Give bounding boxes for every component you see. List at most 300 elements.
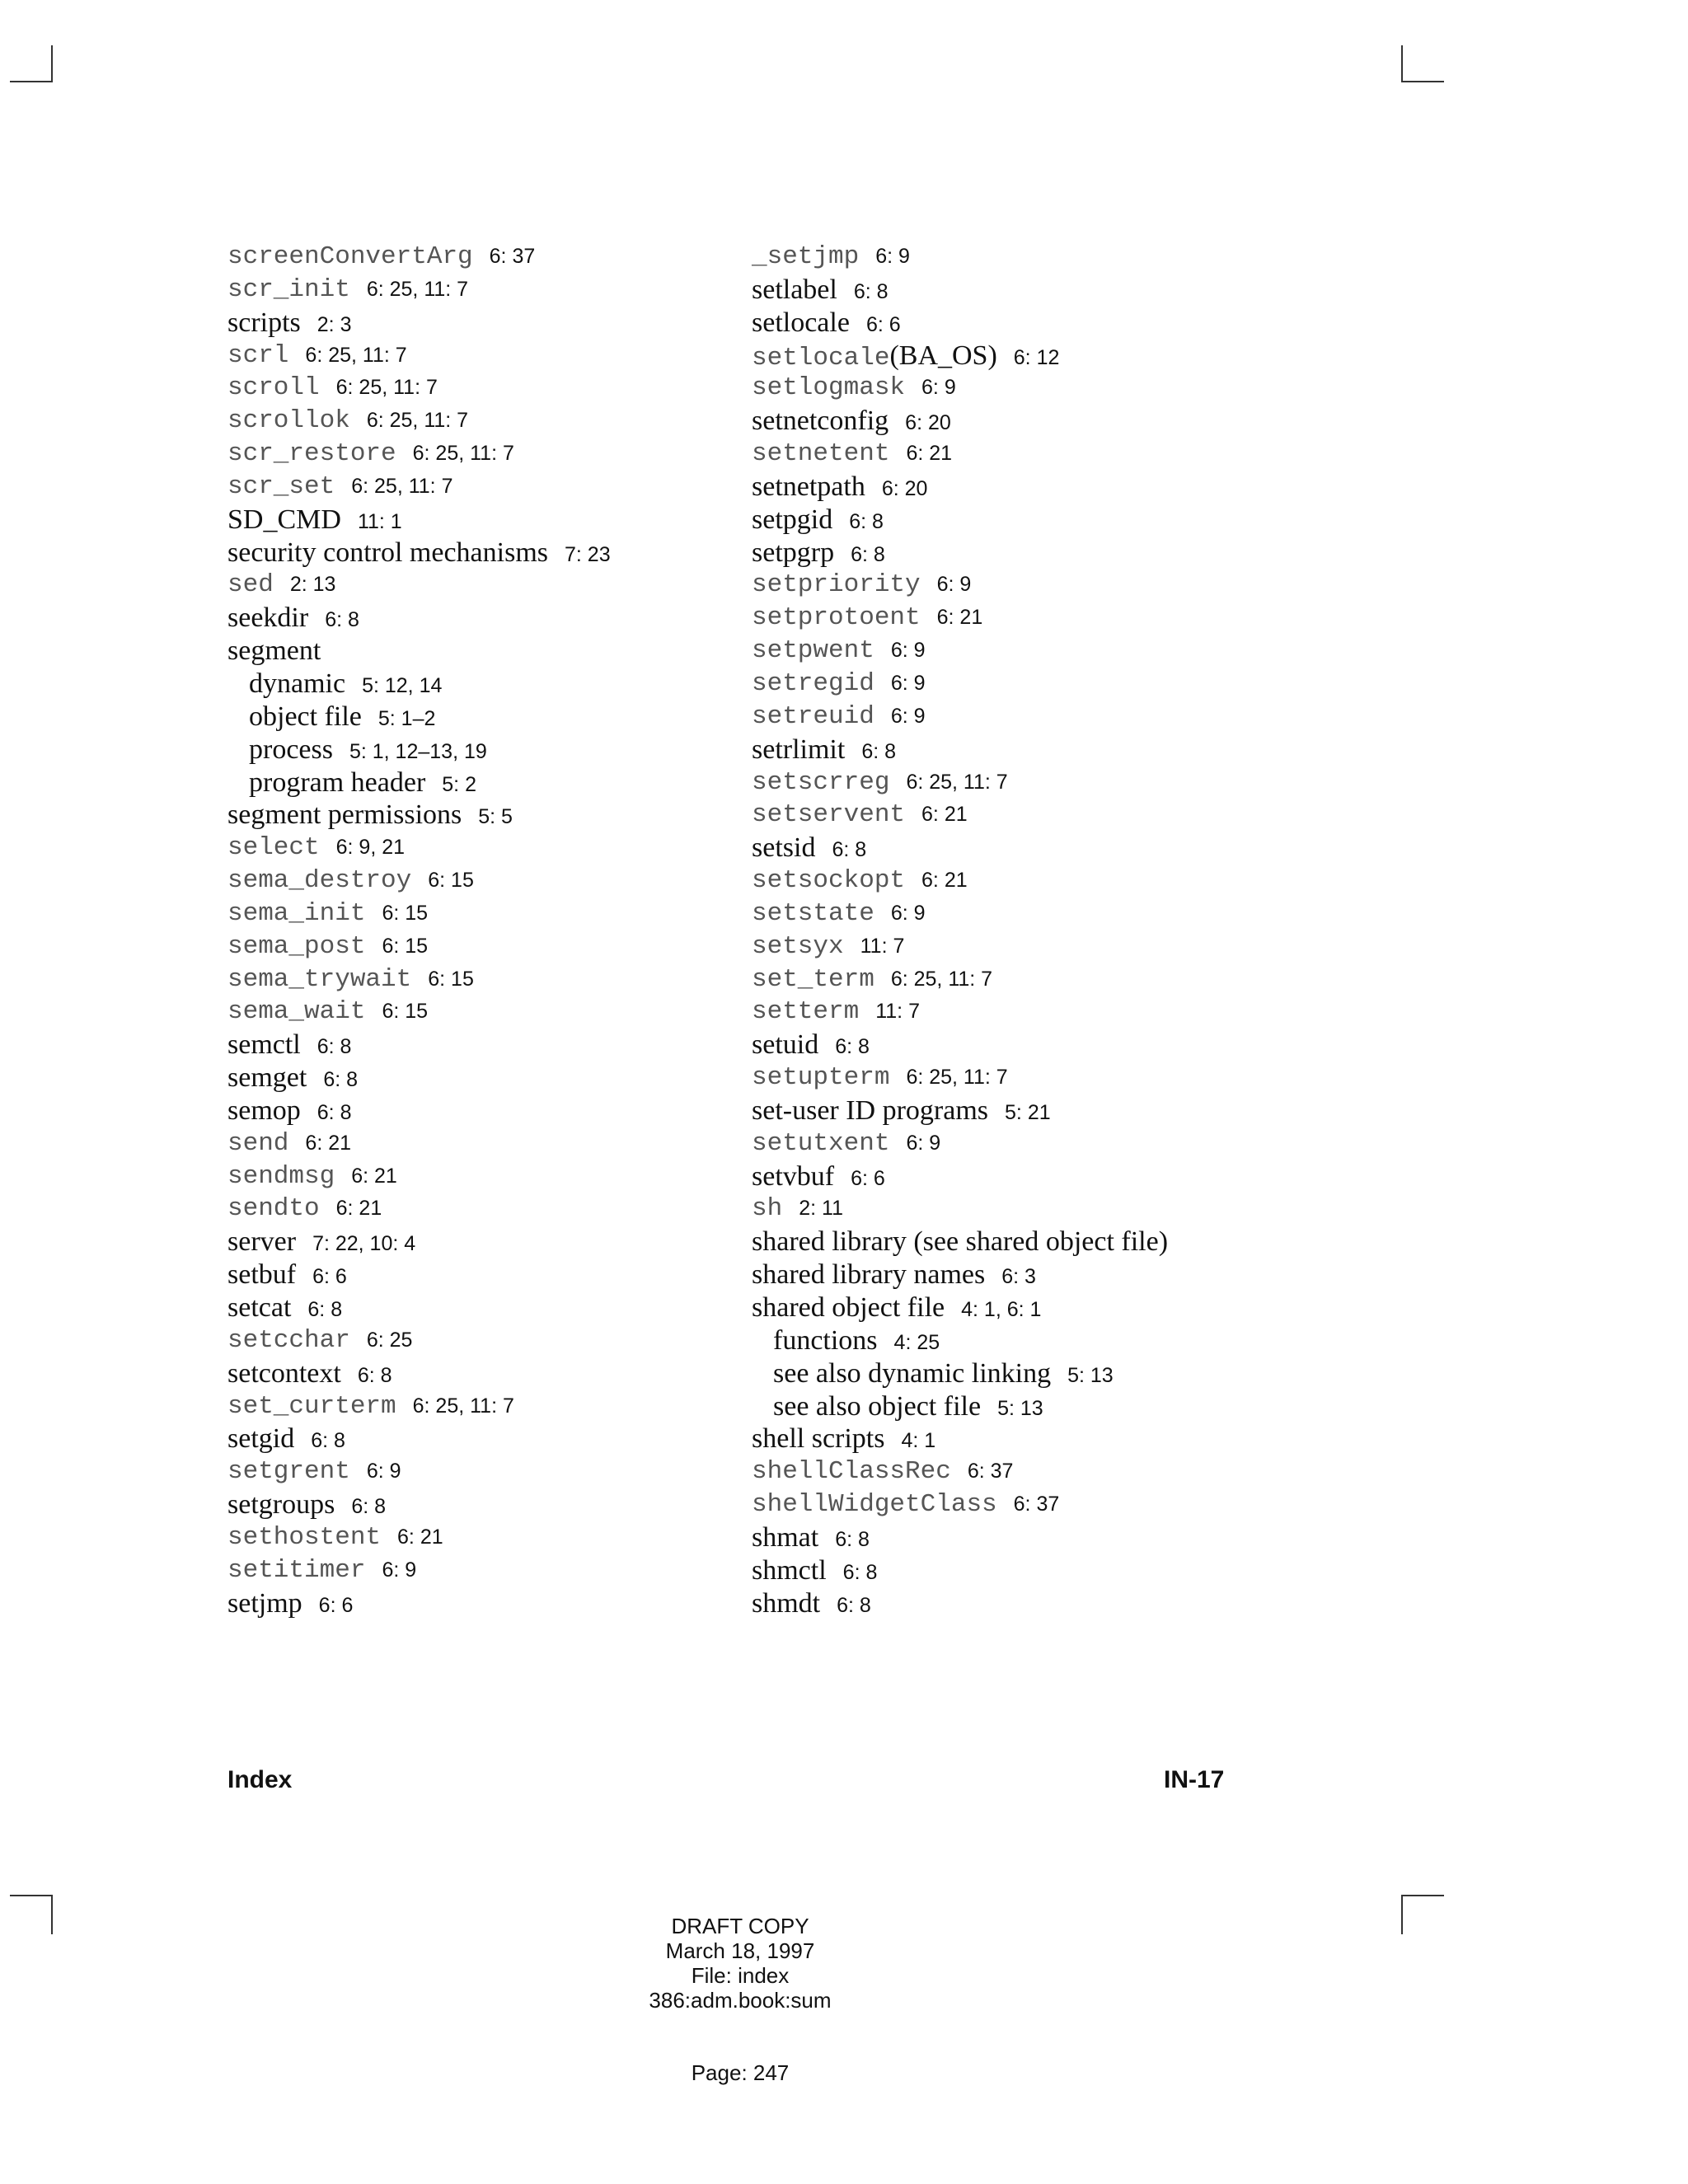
index-entry [227,1291,611,1324]
index-term [227,1358,341,1389]
index-term [227,504,341,535]
index-page-refs: 5: 1, 12–13, 19 [349,739,487,763]
index-term [227,472,335,501]
index-page-refs: 6: 8 [835,1527,870,1551]
index-page-refs: 6: 21 [351,1164,397,1188]
index-page-refs: 6: 8 [316,1035,352,1059]
index-term [752,1522,818,1553]
index-term [752,1029,818,1060]
index-term-text: shellClassRec [752,1457,951,1487]
index-page-refs: 6: 9 [875,245,910,268]
index-page-refs: 6: 9 [890,901,926,925]
index-term [752,702,874,731]
index-term-text: setsid [752,832,816,864]
index-term [227,570,274,599]
crop-mark-top-right-h [1401,81,1444,82]
index-page-refs: 2: 11 [799,1197,843,1221]
index-entry [227,963,611,996]
index-page-refs: 6: 9 [921,376,956,400]
index-entry [752,241,1168,274]
index-term [227,1259,296,1290]
index-page-refs: 6: 8 [316,1100,352,1124]
index-term [752,1555,827,1586]
index-page-refs: 6: 15 [382,934,429,958]
index-term [752,899,874,928]
index-page-refs: 6: 8 [861,739,897,763]
index-term-text: security control mechanisms [227,537,549,568]
crop-mark-bottom-right-h [1401,1895,1444,1896]
index-entry [227,274,611,307]
index-term-text: sh [752,1194,783,1224]
footer-page-label: IN-17 [1164,1766,1225,1793]
index-page-refs: 6: 9 [936,573,972,597]
index-entry [752,766,1168,799]
index-page-refs: 2: 3 [316,312,352,336]
index-entry [227,241,611,274]
index-term-text: setnetconfig [752,405,889,437]
index-page-refs: 6: 8 [837,1593,871,1617]
index-term [752,1095,988,1126]
index-term-text: shellWidgetClass [752,1490,997,1520]
index-term [752,274,837,305]
index-entry [752,733,1168,766]
index-term [227,932,365,961]
index-term [752,636,874,665]
draft-page-number: Page: 247 [691,2060,790,2085]
index-entry [227,569,611,602]
index-term [227,406,350,435]
index-entry [227,733,611,766]
index-page-refs: 6: 21 [921,869,968,893]
index-term [752,373,905,402]
index-page-refs: 6: 25, 11: 7 [906,770,1008,794]
index-page-refs: 6: 21 [335,1197,382,1221]
index-term-text: shell scripts [752,1423,885,1455]
index-entry [227,1226,611,1258]
index-page-refs: 6: 8 [307,1298,343,1321]
index-page-refs: 6: 12 [1013,345,1060,369]
index-entry [752,372,1168,405]
index-term [752,800,905,829]
index-entry [227,1488,611,1521]
index-entry [227,1357,611,1390]
index-term-text: sema_destroy [227,866,412,896]
index-term-text: _setjmp [752,242,860,271]
index-entry [752,537,1168,569]
index-term-text: setprotoent [752,603,921,633]
index-page-refs: 4: 25 [893,1330,940,1354]
index-entry [752,1488,1168,1521]
index-term [752,1423,884,1454]
index-term [752,603,921,632]
index-page-refs: 6: 15 [428,967,474,991]
index-entry [752,1455,1168,1488]
index-term [227,899,365,928]
index-term [227,275,350,304]
index-page-refs: 6: 8 [851,542,885,566]
index-term-text: sendto [227,1194,320,1224]
index-term-text: setgrent [227,1457,350,1487]
index-term-text: sema_post [227,931,366,961]
index-term-text: setitimer [227,1555,366,1585]
index-entry [752,1357,1168,1390]
index-page-refs: 5: 2 [442,772,476,796]
draft-line-4: 386:adm.book:sum [649,1988,832,2013]
index-page-refs: 5: 13 [1067,1363,1114,1387]
index-term-text: segment permissions [227,799,462,831]
index-entry [752,307,1168,340]
index-entry [227,832,611,865]
index-entry [227,1554,611,1587]
index-term [227,1423,294,1454]
index-entry [752,1160,1168,1193]
index-page-refs: 6: 25, 11: 7 [412,1394,514,1418]
index-term [227,439,396,468]
index-term-text: setnetent [752,439,890,469]
index-page-refs: 11: 7 [875,1000,920,1024]
index-term [752,405,889,436]
index-term [227,1556,365,1585]
index-term-text: segment [227,635,321,667]
index-term-text: object file [249,701,362,732]
index-entry [752,930,1168,963]
index-term-text: scr_set [227,471,335,501]
index-term [752,866,905,895]
index-entry [227,1422,611,1455]
index-term-text: setlabel [752,274,837,305]
draft-line-2: March 18, 1997 [665,1938,815,1963]
index-entry [752,569,1168,602]
index-term-text: scrl [227,340,289,370]
index-page-refs: 6: 21 [936,606,983,630]
index-entry [752,438,1168,471]
index-term-text: semget [227,1062,307,1094]
index-term [227,1062,307,1093]
index-entry [752,1554,1168,1587]
index-page-refs: 6: 9, 21 [335,836,406,860]
index-page-refs: 6: 9 [890,639,926,663]
index-entry [227,799,611,832]
index-entry [227,766,611,799]
index-entry [752,799,1168,832]
index-term-text: sendmsg [227,1161,335,1191]
index-entry [227,372,611,405]
index-term [227,1194,320,1223]
draft-stamp [0,1914,1480,2013]
index-term [773,1358,1051,1389]
index-entry [227,405,611,438]
index-entry [752,405,1168,438]
index-term [227,635,321,666]
index-term [752,1490,997,1519]
index-term-text: scr_restore [227,439,396,469]
index-term [227,1095,301,1126]
index-entry [227,471,611,504]
index-term [227,537,548,568]
index-page-refs: 5: 13 [997,1396,1043,1420]
index-entry [752,635,1168,668]
index-term [227,1162,335,1191]
index-term-text: scr_init [227,274,350,304]
crop-mark-top-left-h [10,81,53,82]
index-term-text: send [227,1128,289,1158]
index-term-text: set_curterm [227,1391,396,1421]
index-page-refs: 6: 8 [351,1495,387,1519]
index-page-refs: 6: 8 [835,1035,870,1059]
index-entry [752,701,1168,733]
index-term [752,832,815,863]
index-term-text: setupterm [752,1063,890,1093]
index-term [227,1226,296,1257]
index-term-text: shmctl [752,1554,827,1586]
index-term-text: setpgid [752,504,833,535]
index-term [752,734,845,765]
index-entry [752,1587,1168,1620]
index-entry [227,1455,611,1488]
index-entry [752,1390,1168,1423]
index-page-refs: 6: 8 [842,1560,878,1584]
index-term [752,1226,1168,1257]
index-term [752,932,844,961]
index-term-text: semctl [227,1029,301,1061]
index-entry [752,1521,1168,1554]
index-entry [227,307,611,340]
index-entry [227,1094,611,1127]
index-term-text: setpriority [752,570,921,600]
index-entry [752,1193,1168,1226]
index-term [227,1292,291,1323]
index-term [752,965,874,994]
index-page-refs: 6: 37 [489,245,536,268]
draft-line-3: File: index [691,1963,790,1988]
index-term-text: scrollok [227,406,350,436]
index-term-text: setcchar [227,1325,350,1355]
index-term-text: shmat [752,1521,819,1553]
index-term-text: setsyx [752,931,844,961]
index-term-text: shared library names [752,1259,986,1291]
index-page-refs: 6: 20 [905,411,951,435]
index-entry [227,1160,611,1193]
draft-line-1: DRAFT COPY [671,1914,809,1938]
index-page-refs: 6: 6 [851,1166,885,1190]
index-entry [752,1029,1168,1062]
index-term-text: dynamic [249,668,346,699]
index-entry [752,602,1168,635]
index-term [752,1129,889,1158]
index-page-refs: 6: 3 [1001,1265,1036,1289]
index-page-refs: 6: 8 [849,509,884,533]
index-term-text: sema_init [227,898,366,928]
index-entry [227,635,611,668]
index-page-refs: 6: 25, 11: 7 [906,1066,1008,1090]
index-page-refs: 6: 25 [366,1328,413,1352]
index-term-text: server [227,1226,297,1258]
index-term-text: setcat [227,1292,292,1323]
index-entry [227,996,611,1029]
index-term [249,701,362,732]
index-term-text: setlocale [752,343,890,373]
index-term [227,1523,381,1552]
index-term [249,668,345,699]
index-entry [227,1062,611,1094]
index-term-text: setservent [752,800,906,830]
index-page-refs: 6: 9 [366,1460,401,1483]
index-page-refs: 6: 6 [312,1265,347,1289]
index-page-refs: 11: 7 [860,934,905,958]
index-term [227,602,308,633]
index-term-text: select [227,833,320,863]
index-entry [752,1324,1168,1357]
index-term-text: shmdt [752,1587,821,1619]
index-term [227,1457,350,1486]
index-entry [752,1422,1168,1455]
index-entry [752,963,1168,996]
index-page-refs: 6: 8 [853,279,889,303]
index-page-refs: 4: 1, 6: 1 [961,1298,1042,1321]
index-page-refs: 5: 21 [1005,1100,1051,1124]
index-page-refs: 6: 8 [325,608,359,632]
index-term-text: functions [773,1324,878,1356]
index-term-text: shared library (see shared object file) [752,1226,1169,1258]
index-entry [752,274,1168,307]
index-entry [227,865,611,898]
index-entry [227,1127,611,1160]
index-page-refs: 6: 37 [967,1460,1014,1483]
index-entry [752,1094,1168,1127]
index-term [227,997,365,1026]
index-term-text: setgid [227,1423,295,1455]
index-page-refs: 6: 25, 11: 7 [351,474,453,498]
index-term-text: set-user ID programs [752,1094,989,1126]
index-term-text: shared object file [752,1292,945,1323]
index-term [227,799,462,830]
index-term-text: setregid [752,668,874,698]
index-entry [752,668,1168,701]
index-term [227,833,320,862]
index-term-text: semop [227,1094,301,1126]
index-term-text: program header [249,766,426,798]
index-term [227,1588,302,1619]
index-page-refs: 7: 23 [565,542,611,566]
index-term-text: setscrreg [752,767,890,797]
index-entry [227,668,611,701]
index-page-refs: 6: 8 [323,1068,359,1092]
index-page-refs: 6: 25, 11: 7 [366,409,469,433]
index-entry [227,1587,611,1620]
index-column-left [227,241,611,1619]
index-term [752,1063,889,1092]
index-page-refs: 5: 12, 14 [362,673,443,697]
index-entry [227,1390,611,1423]
index-page-refs: 6: 20 [881,476,928,500]
index-term-text: screenConvertArg [227,242,473,271]
index-term [227,307,301,338]
index-term-text: seekdir [227,602,309,634]
index-page-refs: 6: 9 [382,1558,417,1582]
index-column-right [752,241,1168,1619]
index-term [227,242,473,271]
index-entry [752,504,1168,537]
index-page-refs: 4: 1 [901,1429,936,1453]
index-page-refs: 6: 37 [1013,1493,1060,1516]
index-term [773,1325,878,1356]
index-term [752,1292,945,1323]
index-term [752,307,850,338]
index-entry [227,898,611,930]
index-term-text: SD_CMD [227,504,341,535]
index-entry [227,1324,611,1357]
index-entry [752,1291,1168,1324]
index-term-text: set_term [752,964,874,994]
index-term-text: setreuid [752,701,874,731]
index-term [752,471,865,502]
index-entry [227,1258,611,1291]
index-page-refs: 6: 25, 11: 7 [366,277,469,301]
index-term [227,1392,396,1421]
index-entry [752,340,1168,373]
index-page-refs: 6: 6 [865,312,901,336]
index-entry [752,865,1168,898]
index-page-refs: 6: 15 [382,901,429,925]
index-term [752,570,921,599]
index-term-text: sema_trywait [227,964,412,994]
index-entry [227,1193,611,1226]
index-term-text: sed [227,570,274,600]
index-page-refs: 6: 8 [357,1363,392,1387]
index-term [752,1457,951,1486]
crop-mark-top-right-v [1401,45,1403,82]
index-term [249,734,333,765]
index-term-text: setjmp [227,1587,302,1619]
index-page-refs: 6: 25, 11: 7 [305,343,407,367]
index-page-refs: 6: 9 [890,671,926,695]
index-term [227,341,288,370]
index-entry [752,1226,1168,1258]
index-term-text: setutxent [752,1128,890,1158]
index-term-text: see also object file [773,1390,982,1422]
index-entry [752,471,1168,504]
index-term [227,1129,288,1158]
index-term-text: setbuf [227,1259,297,1291]
index-term [227,1326,350,1355]
index-term [227,1489,335,1520]
index-term-text: sema_wait [227,997,366,1027]
index-term [227,1029,301,1060]
index-page-refs: 6: 25, 11: 7 [412,442,514,466]
index-page-refs: 6: 8 [311,1429,345,1453]
index-term-text: setgroups [227,1489,335,1521]
index-entry [227,504,611,537]
index-term [752,439,889,468]
index-term-text: setpgrp [752,537,835,568]
index-term-text: setvbuf [752,1160,835,1192]
index-entry [752,1258,1168,1291]
index-term-suffix: (BA_OS) [889,340,997,371]
index-entry [227,930,611,963]
index-entry [227,537,611,569]
index-term [752,504,832,535]
index-page-refs: 6: 6 [318,1593,354,1617]
index-entry [227,701,611,733]
index-page-refs: 6: 15 [382,1000,429,1024]
index-entry [227,1029,611,1062]
index-term [752,1259,985,1290]
index-entry [752,1127,1168,1160]
index-term-text: setuid [752,1029,819,1061]
index-term-text: setpwent [752,636,874,666]
index-term [249,767,425,798]
index-term [227,866,411,895]
